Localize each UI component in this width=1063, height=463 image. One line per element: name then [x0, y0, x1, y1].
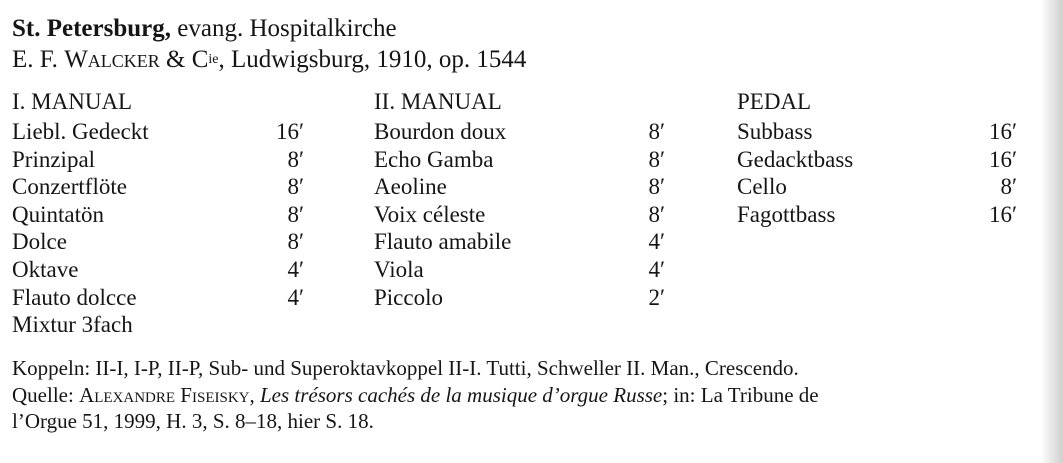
stop-pitch: 4′	[648, 256, 665, 282]
stop-pitch: 4′	[287, 256, 304, 282]
organ-title	[12, 14, 397, 44]
source-title: Les trésors cachés de la musique d’orgue Russe	[259, 382, 663, 407]
source-author: Alexandre Fiseisky,	[79, 382, 255, 407]
church-name: evang. Hospitalkirche	[177, 15, 397, 42]
stop-row	[12, 311, 304, 339]
stop-pitch: 4′	[287, 284, 304, 310]
stop-row	[737, 173, 1017, 201]
organ-builder-line	[12, 45, 526, 79]
stop-pitch: 8′	[287, 174, 304, 200]
stop-pitch: 8′	[648, 119, 665, 144]
stop-pitch: 8′	[287, 146, 304, 172]
stop-row	[12, 284, 304, 312]
city-name: St. Petersburg,	[12, 15, 171, 42]
stop-row	[374, 173, 665, 201]
stop-name: Conzertflöte	[12, 174, 127, 200]
stop-row	[737, 201, 1017, 229]
stop-pitch: 8′	[648, 174, 665, 200]
source-label: Quelle:	[12, 382, 74, 407]
stop-pitch: 16′	[988, 201, 1017, 227]
source-publication: ; in: La Tribune de	[662, 382, 819, 407]
stop-row	[374, 256, 665, 284]
stop-name: Oktave	[12, 256, 79, 282]
stop-row	[12, 118, 304, 146]
stop-name: Fagottbass	[737, 201, 836, 227]
stop-row	[374, 201, 665, 229]
builder-company: & C	[166, 46, 209, 73]
stop-name: Liebl. Gedeckt	[12, 119, 149, 144]
stop-name: Aeoline	[374, 174, 447, 200]
stop-name: Bourdon doux	[374, 119, 507, 144]
stop-name: Flauto amabile	[374, 229, 512, 255]
builder-place-year-opus: , Ludwigsburg, 1910, op. 1544	[218, 46, 527, 73]
stop-name: Voix céleste	[374, 201, 486, 227]
stop-name: Dolce	[12, 229, 67, 255]
stop-pitch: 8′	[1000, 174, 1017, 200]
stop-row	[374, 146, 665, 174]
builder-company-superscript: ie	[208, 52, 219, 67]
stop-row	[737, 118, 1017, 146]
stop-row	[737, 146, 1017, 174]
stop-row	[374, 228, 665, 256]
division-manual-2	[374, 88, 665, 311]
division-heading: II. MANUAL	[374, 89, 502, 114]
stop-pitch: 16′	[988, 146, 1017, 172]
stop-name: Quintatön	[12, 201, 104, 227]
stop-name: Echo Gamba	[374, 146, 494, 172]
stop-row	[12, 228, 304, 256]
stop-pitch: 4′	[648, 229, 665, 255]
stop-row	[374, 284, 665, 312]
source-details-line: l’Orgue 51, 1999, H. 3, S. 8–18, hier S. 18.	[12, 409, 374, 433]
stop-row	[12, 146, 304, 174]
stop-name: Piccolo	[374, 284, 443, 310]
stop-pitch: 8′	[648, 201, 665, 227]
builder-initials: E. F.	[12, 46, 58, 73]
stop-row	[374, 118, 665, 146]
stop-row	[12, 173, 304, 201]
stop-name: Prinzipal	[12, 146, 96, 172]
stop-pitch: 2′	[648, 284, 665, 310]
stop-pitch: 8′	[287, 201, 304, 227]
stop-row	[12, 256, 304, 284]
stop-name: Cello	[737, 174, 787, 200]
stop-pitch: 8′	[648, 146, 665, 172]
stop-pitch: 16′	[275, 119, 304, 144]
division-manual-1	[12, 88, 304, 339]
source-line	[12, 382, 1022, 409]
division-heading: PEDAL	[737, 89, 812, 114]
stop-name: Viola	[374, 256, 424, 282]
stop-name: Mixtur 3fach	[12, 312, 133, 338]
builder-name: Walcker	[64, 46, 160, 73]
stop-pitch: 16′	[988, 119, 1017, 144]
division-pedal	[737, 88, 1017, 228]
stop-row	[12, 201, 304, 229]
couplers-line: Koppeln: II-I, I-P, II-P, Sub- und Superoktavkoppel II-I. Tutti, Schweller II. Man., Crescendo.	[12, 356, 799, 380]
division-heading: I. MANUAL	[12, 89, 133, 114]
stop-name: Flauto dolcce	[12, 284, 137, 310]
stop-pitch: 8′	[287, 229, 304, 255]
footer-notes	[12, 355, 1022, 435]
stop-name: Gedacktbass	[737, 146, 854, 172]
stop-name: Subbass	[737, 119, 813, 144]
page-edge-shadow	[1041, 0, 1063, 463]
